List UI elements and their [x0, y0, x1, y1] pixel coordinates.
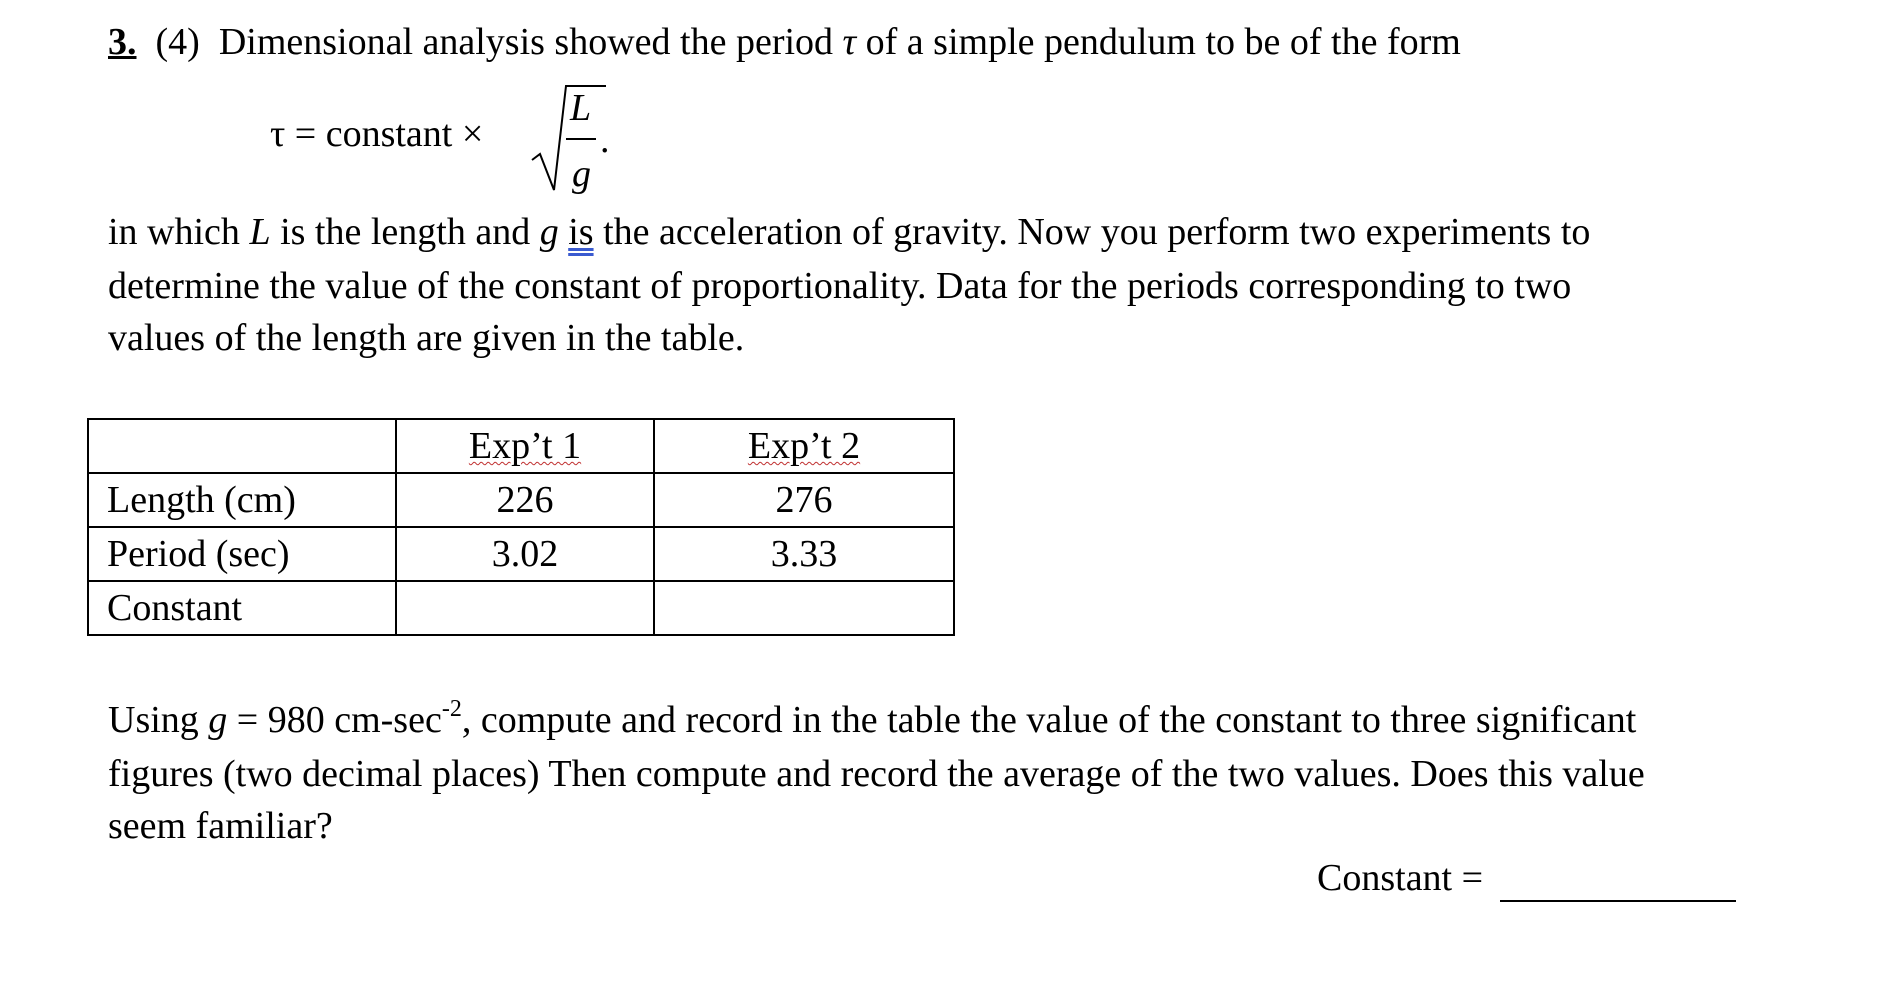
- fraction-bar: [566, 138, 596, 140]
- cell-length-expt1: 226: [396, 473, 654, 527]
- answer-blank[interactable]: [1500, 900, 1736, 902]
- cell-constant-expt1[interactable]: [396, 581, 654, 635]
- paragraph2-line3: seem familiar?: [108, 805, 333, 847]
- formula-period: .: [600, 119, 610, 161]
- cell-length-expt2: 276: [654, 473, 954, 527]
- p1-text-c: the acceleration of gravity. Now you perform two experiments to: [603, 211, 1591, 253]
- question-intro-rest: of a simple pendulum to be of the form: [865, 21, 1461, 63]
- question-points: (4): [155, 21, 200, 63]
- table-header-blank: [88, 419, 396, 473]
- row-label-constant: Constant: [88, 581, 396, 635]
- paragraph1-line2: determine the value of the constant of proportionality. Data for the periods corresponding to two: [108, 265, 1572, 307]
- question-number: 3.: [108, 21, 137, 63]
- data-table: [87, 418, 955, 636]
- paragraph1-line3: values of the length are given in the table.: [108, 317, 745, 359]
- p2-using: Using: [108, 699, 199, 741]
- p2-line1-rest: , compute and record in the table the value of the constant to three significant: [461, 699, 1637, 741]
- row-label-length: Length (cm): [88, 473, 396, 527]
- p1-is-word: is: [568, 211, 594, 253]
- tau-symbol: τ: [842, 21, 857, 63]
- cell-period-expt2: 3.33: [654, 527, 954, 581]
- p1-text-a: in which: [108, 211, 240, 253]
- question-intro: Dimensional analysis showed the period: [218, 21, 834, 63]
- table-header-expt2: [654, 419, 954, 473]
- p2-g-symbol: g: [208, 699, 228, 741]
- p2-exponent: -2: [441, 696, 462, 722]
- table-header-row: [88, 419, 954, 473]
- p1-text-b: is the length and: [280, 211, 531, 253]
- formula-denominator: g: [572, 153, 591, 195]
- cell-period-expt1: 3.02: [396, 527, 654, 581]
- formula-lhs: τ = constant ×: [270, 113, 484, 155]
- header-expt2-text: Exp’t 2: [747, 425, 861, 467]
- question-header: [108, 20, 1461, 64]
- paragraph1-line1: [108, 210, 1590, 254]
- paragraph2-line1: [108, 698, 1636, 742]
- square-root-sign: [528, 80, 608, 200]
- table-row: [88, 581, 954, 635]
- answer-label: Constant =: [1317, 857, 1484, 899]
- table-row: [88, 527, 954, 581]
- p1-L-symbol: L: [249, 211, 271, 253]
- p2-g-value: = 980 cm-sec: [227, 699, 442, 741]
- p1-g-symbol: g: [539, 211, 559, 253]
- formula-numerator: L: [570, 87, 592, 129]
- header-expt1-text: Exp’t 1: [468, 425, 582, 467]
- table-header-expt1: [396, 419, 654, 473]
- paragraph2-line2: figures (two decimal places) Then compute and record the average of the two values. Does this value: [108, 753, 1645, 795]
- cell-constant-expt2[interactable]: [654, 581, 954, 635]
- table-row: [88, 473, 954, 527]
- row-label-period: Period (sec): [88, 527, 396, 581]
